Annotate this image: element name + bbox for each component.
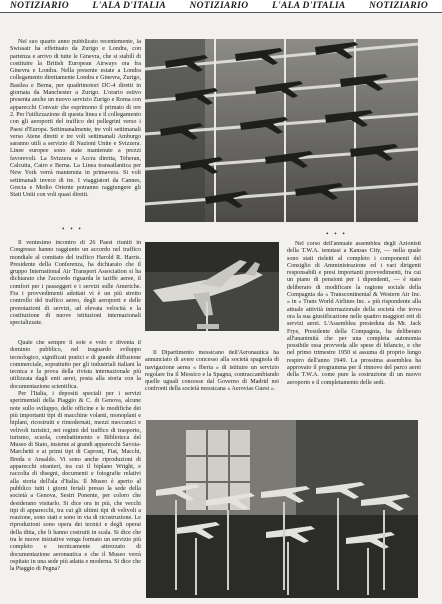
left-column-text-mid: [10, 240, 141, 336]
header-item: L'ALA D'ITALIA: [92, 1, 167, 11]
article-paragraph: Nel corso dell'annuale assemblea degli Azionisti della T.W.A. tenutasi a Kansas City, — nella quale sono stati rieletti al completo i componenti del Consiglio di Amministrazione ed i vari dirigenti responsabili e presi importanti provvedimenti, fra cui un piano di pensioni per i dipendenti, — è stato deliberato di modificare la ragione sociale della Compagnia da « Transcontinental & Western Air Inc. » in « Trans World Airlines Inc. » più rispondente alla attuale attività internazionale della società che trova ora la sua giustificazione nelle quattro maggiori reti di servizi aerei. L'Assemblea presieduta da Mr. Jack Frye, Presidente della Compagnia, ha deliberato all'unanimità che per una completa autonomia possibile essa provveda alle spese di bilancio, e che nel primo trimestre 1950 si assuma di proprio lungo respiro dell'anno 1949. La prossima assemblea ha approvato il programma per il rinnovo del parco aerei della T.W.A. come pure la costruzione di un nuovo aeroporto e il completamento delle sedi.: [287, 241, 421, 386]
photo-museum-room: [146, 420, 418, 598]
article-paragraph: Nel suo quarto anno pubblicato recentemente, la Swissair ha effettuato da Zurigo e Londra, con partenza e arrivo di tutte le Ginevra, che si stabilì di costituire la British European Airways ora fra Ginevra e Londra. Nella presente estate a Londra collegamento direttamente Londra e Ginevra, Zurigo, Basilea e Berna, per quadrimotori DC-4 diretti in giornata da Manchester a Zurigo. L'orario estivo presenta anche un nuovo servizio Zurigo e Roma con apparecchi Convair che esprimono il primato di ore 2. Per l'utilizzazione di questa linea e il collegamento con gli aeroporti del traffico dei pellegrini verso i Paesi d'Europa. Settimanalmente, tre voli settimanali verso Atene diretti e tre voli settimanali Amburgo saranno utili a servizio di Nazioni Unite e Svizzera. Linee europee sono state mantenute a prezzi favorevoli. La Svizzera e Accra diretta, Teheran, Calcutta, Cairo e Berna. La Linea transatlantica per New York verrà mantenuta in primavera. Si voli settimanali invece di tre. I viaggiatori da Cannes, Grecia e Medio Oriente potranno raggiungere gli Stati Uniti con voli quasi diretti.: [10, 39, 141, 199]
left-column-text-top: [10, 39, 141, 217]
photo-aircraft-model-image: [145, 242, 279, 331]
right-column-text: [287, 241, 421, 416]
photo-model-shelves-image: [145, 39, 418, 222]
article-paragraph: Il ventesimo incontro di 26 Paesi riuniti in Congresso hanno raggiunto un accordo nel traffico mondiale al comitato del traffico Harold R. Harris. Presidente della Conferenza, ha dichiarato che il gruppo International Air Transport Association si ha dichiarato che l'accordo riguarda le tariffe aeree, il comfort per i passeggeri e i servizi sulle Americhe. Fra i provvedimenti adottati vi è un più stretto controllo del traffico aereo, degli aeroporti e delle prenotazioni di servizi, ad elevata velocità e la costituzione di nuove istituzioni internazionali specializzate.: [10, 240, 141, 327]
mid-column-text: [145, 350, 279, 420]
article-paragraph: Quale che sempre il sole e volo e diventa il dominio pubblico, nel traguardo sviluppo tecnologico, significati pratici e di grande diffusione commerciale, soprattutto per gli industriali italiani la tecnica e la prova della rivista internazionale più utilizzata dagli enti aerei, posta alla storia con la documentazione scientifica.: [10, 340, 141, 390]
header-item: NOTIZIARIO: [10, 1, 69, 11]
header-item: L'ALA D'ITALIA: [271, 1, 346, 11]
section-ornament: • • •: [326, 230, 347, 238]
photo-aircraft-model: [145, 242, 279, 331]
photo-museum-room-image: [146, 420, 418, 598]
page-header: [0, 0, 442, 13]
header-item: NOTIZIARIO: [189, 1, 249, 11]
header-item: NOTIZIARIO: [369, 1, 428, 11]
article-paragraph: Il Dipartimento messicano dell'Aeronautica ha annunciato di avere concesso alla società spagnola di navigazione aerea « Iberia » di istituire un servizio regolare fra il Messico e la Spagna, contraccambiando quelle uguali concesse dal Governo di Madrid nei confronti della società messicana « Aerovias Guest ».: [145, 350, 279, 393]
article-paragraph: Per l'Italia, i depositi speciali per i servizi sperimentali della Piaggio & C. di Genova, alcune note sullo sviluppo, delle officine e le modifiche dei più importanti tipi di macchine volanti, monoplani e biplani, ricostruiti e rimodernati, mezzi meccanici e velivoli turistici, nei regimi del traffico di trasporto, turismo, scuola, combattimento e Biblioteca del Museo di Stato, insieme ai grandi apparecchi Savoia-Marchetti e ai primi tipi di Caproni, Fiat, Macchi, Breda e Ansaldo. Vi sono anche riproduzioni di apparecchi stranieri, tra cui il biplano Wright, e raccolta di disegni, documenti e fotografie relativi alla storia dell'ala d'Italia. Il Museo è aperto al pubblico tutti i giorni feriali presso la sede della società a Genova, Sestri Ponente, per coloro che desiderano visitarlo. Si dice ora in più, che vecchi tipi di apparecchi, tra cui gli ultimi tipi di velivoli a reazione, sono stati e sono in via di ricostruzione. Le riproduzioni sono opera dei tecnici e degli operai della ditta, che li hanno costruiti in scala. Si dice che tra le nuove iniziative venga formato un servizio più completo e tecnicamente attrezzato di documentazione aeronautica e che il Museo verrà ospitato in una sede più adatta e moderna. Si dice che la Piaggio di Pegna?: [10, 391, 141, 573]
photo-model-shelves: [145, 39, 418, 222]
section-ornament: • • •: [62, 225, 83, 233]
left-column-text-bottom: [10, 340, 141, 598]
